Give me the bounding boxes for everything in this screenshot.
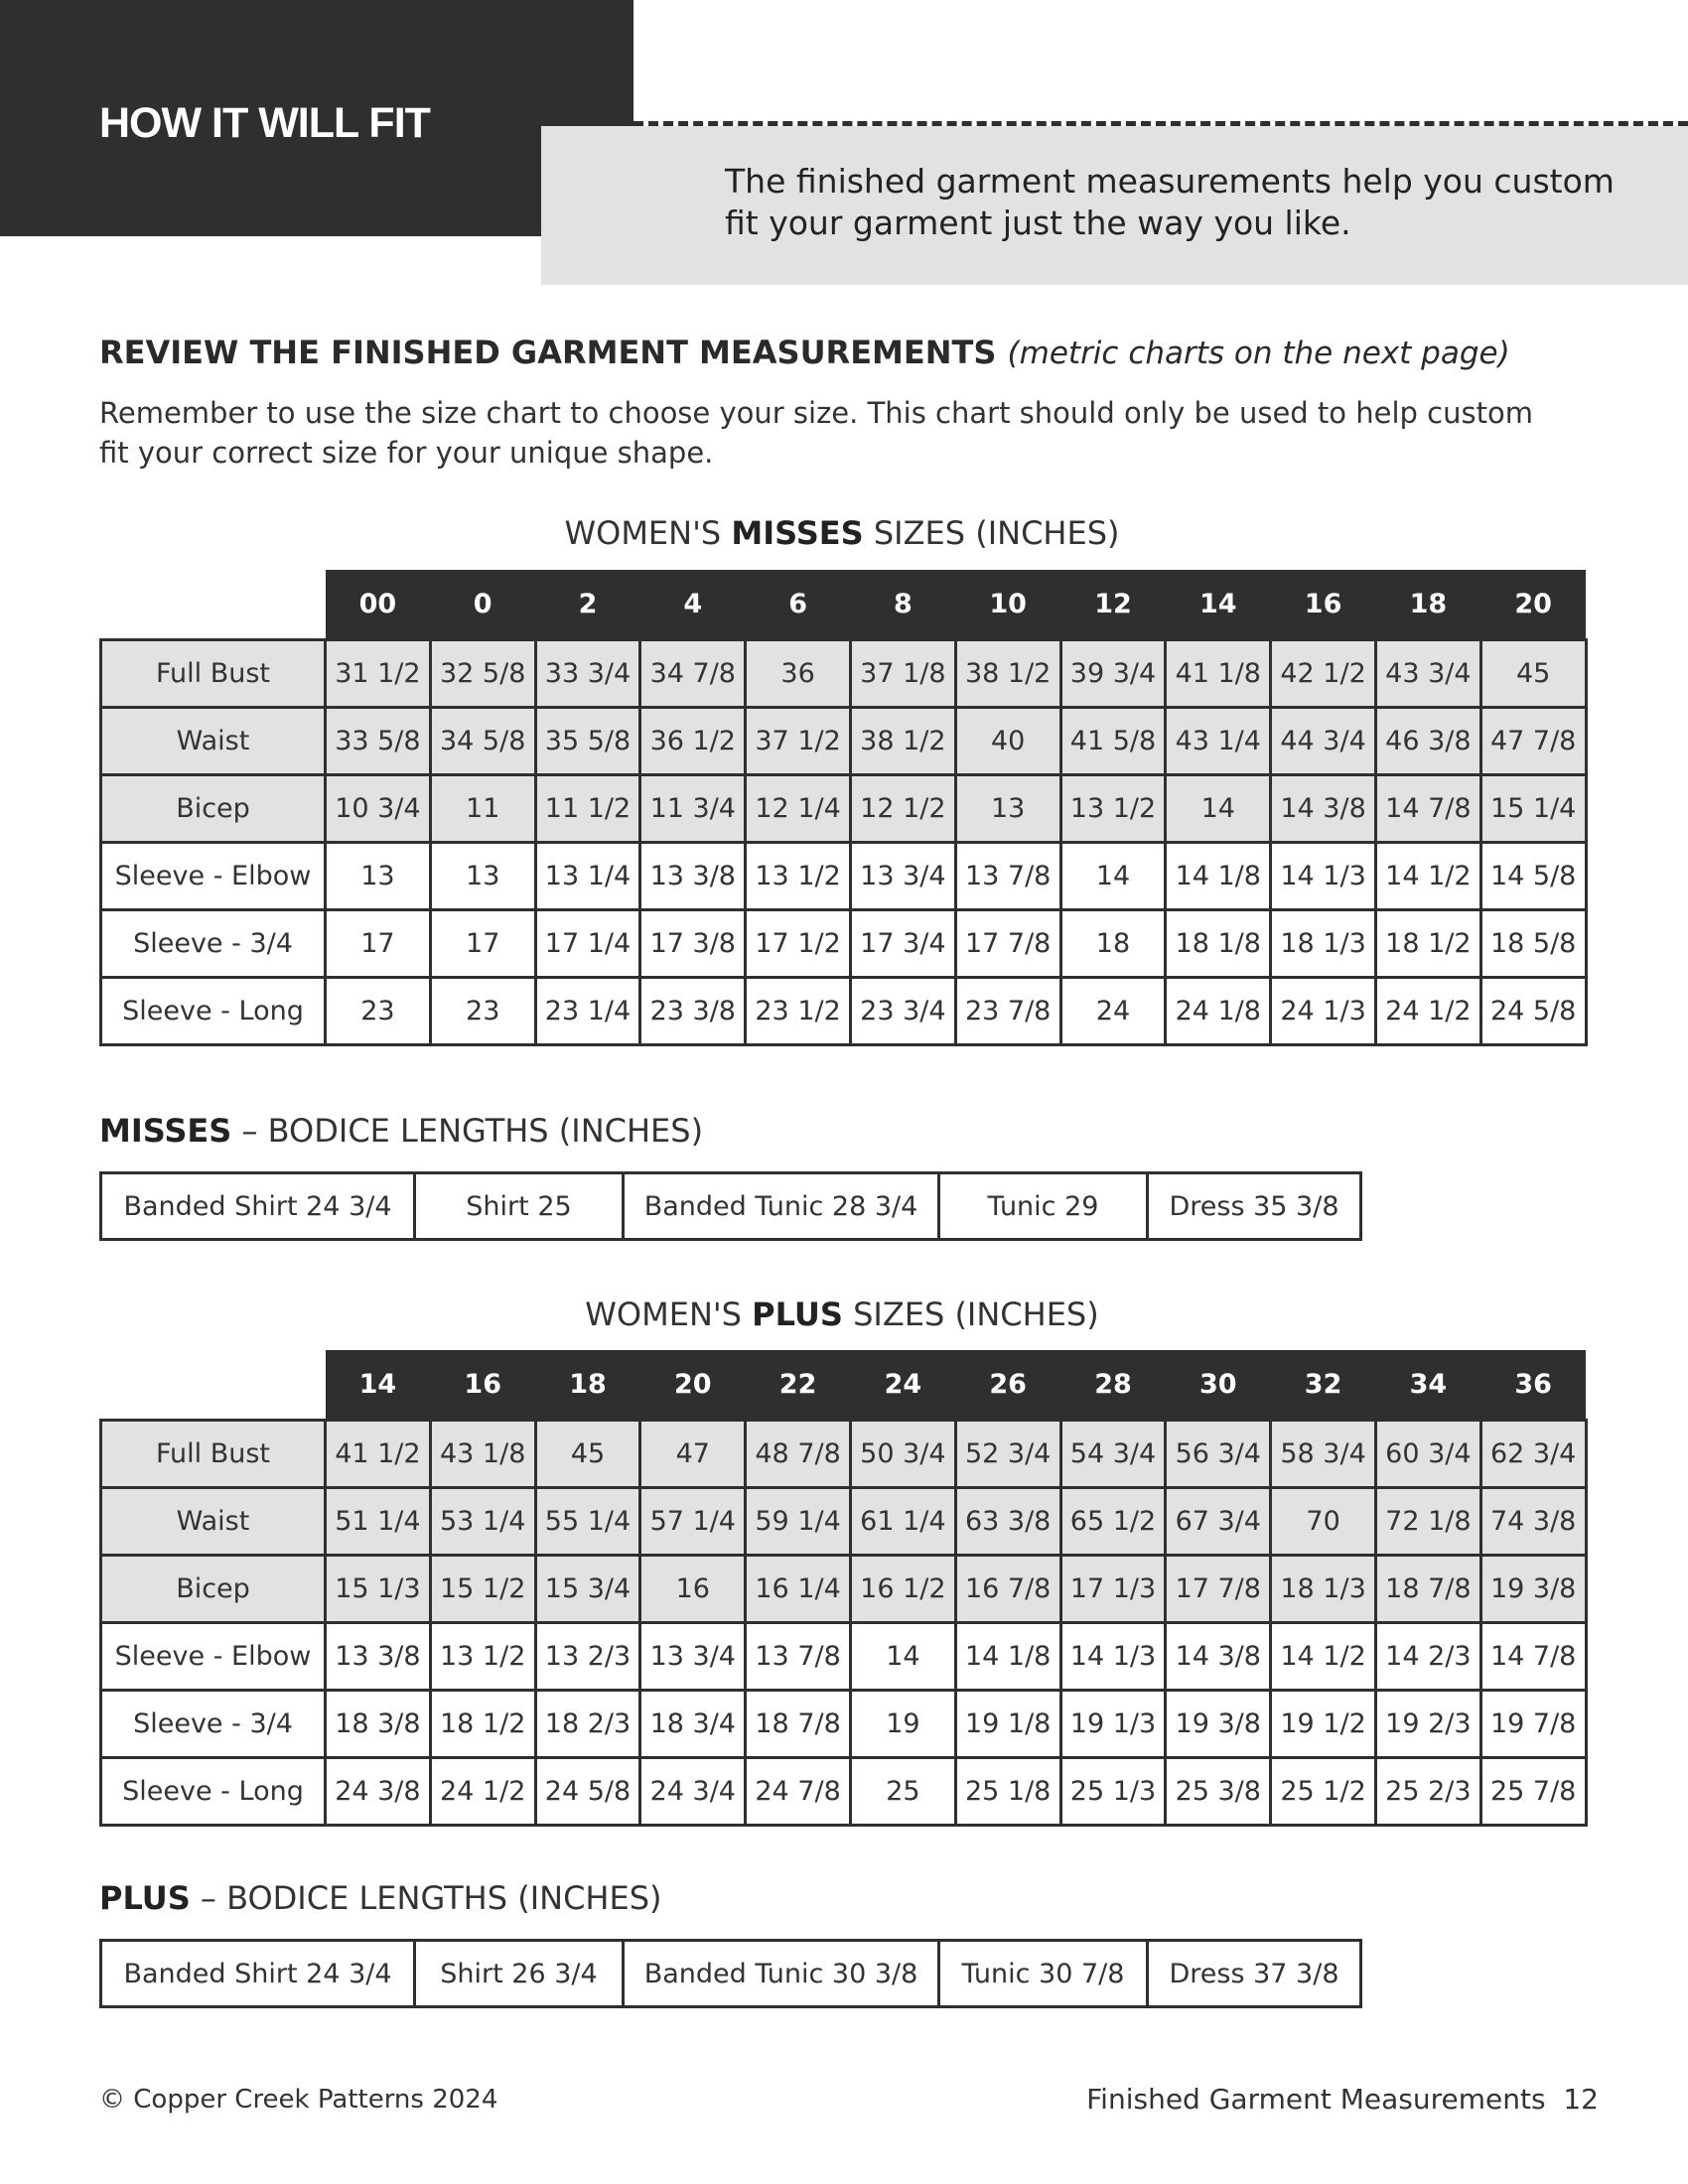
table-cell: 18 2/3 <box>535 1690 640 1757</box>
table-cell: 18 5/8 <box>1480 909 1586 977</box>
table-row <box>101 977 1587 1044</box>
table-cell: 14 1/8 <box>1166 842 1271 909</box>
size-header: 00 <box>326 570 431 639</box>
table-row <box>101 639 1587 707</box>
table-cell: 16 1/4 <box>746 1555 851 1622</box>
size-header: 6 <box>746 570 851 639</box>
table-cell: 47 7/8 <box>1480 707 1586 774</box>
table-cell: 18 1/3 <box>1271 1555 1376 1622</box>
table-cell: 18 1/3 <box>1271 909 1376 977</box>
table-cell: 14 1/3 <box>1060 1622 1166 1690</box>
table-cell: 40 <box>955 707 1060 774</box>
table-cell: 15 1/2 <box>430 1555 535 1622</box>
page-number: 12 <box>1563 2083 1599 2116</box>
table-cell: 34 7/8 <box>640 639 746 707</box>
table-row <box>101 774 1587 842</box>
table-cell: 14 7/8 <box>1375 774 1480 842</box>
row-label: Bicep <box>101 1555 326 1622</box>
review-note: (metric charts on the next page) <box>1007 336 1510 371</box>
table-cell: 17 1/2 <box>746 909 851 977</box>
table-cell: 61 1/4 <box>850 1487 955 1555</box>
size-header: 14 <box>1166 570 1271 639</box>
table-cell: 34 5/8 <box>430 707 535 774</box>
table-cell: 45 <box>535 1420 640 1487</box>
table-cell: 58 3/4 <box>1271 1420 1376 1487</box>
table-row <box>101 1487 1587 1555</box>
row-label: Bicep <box>101 774 326 842</box>
misses-title-prefix: WOMEN'S <box>564 514 732 552</box>
row-label: Sleeve - Elbow <box>101 1622 326 1690</box>
table-cell: 18 1/2 <box>1375 909 1480 977</box>
table-cell: 33 3/4 <box>535 639 640 707</box>
copyright-text: © Copper Creek Patterns 2024 <box>99 2085 498 2115</box>
table-cell: 15 1/3 <box>326 1555 431 1622</box>
table-cell: 18 7/8 <box>1375 1555 1480 1622</box>
table-cell: 65 1/2 <box>1060 1487 1166 1555</box>
size-header: 4 <box>640 570 746 639</box>
bodice-length-cell: Dress 35 3/8 <box>1169 1190 1339 1222</box>
table-cell: 12 1/4 <box>746 774 851 842</box>
table-cell: 51 1/4 <box>326 1487 431 1555</box>
table-cell: 17 1/4 <box>535 909 640 977</box>
table-cell: 45 <box>1480 639 1586 707</box>
table-cell: 56 3/4 <box>1166 1420 1271 1487</box>
table-cell: 43 1/4 <box>1166 707 1271 774</box>
table-cell: 13 <box>430 842 535 909</box>
size-header: 10 <box>955 570 1060 639</box>
review-heading <box>99 334 1510 371</box>
table-cell: 19 1/2 <box>1271 1690 1376 1757</box>
table-cell: 13 1/4 <box>535 842 640 909</box>
table-cell: 11 <box>430 774 535 842</box>
table-cell: 17 3/8 <box>640 909 746 977</box>
page-title: HOW IT WILL FIT <box>99 99 430 147</box>
table-cell: 17 3/4 <box>850 909 955 977</box>
table-cell: 14 3/8 <box>1166 1622 1271 1690</box>
size-header: 24 <box>850 1350 955 1420</box>
table-cell: 15 3/4 <box>535 1555 640 1622</box>
bodice-length-cell: Banded Shirt 24 3/4 <box>102 1174 416 1238</box>
size-header: 26 <box>955 1350 1060 1420</box>
intro-box <box>541 126 1688 285</box>
table-cell: 50 3/4 <box>850 1420 955 1487</box>
size-header: 30 <box>1166 1350 1271 1420</box>
table-cell: 19 1/3 <box>1060 1690 1166 1757</box>
table-cell: 63 3/8 <box>955 1487 1060 1555</box>
size-header: 20 <box>640 1350 746 1420</box>
table-cell: 17 1/3 <box>1060 1555 1166 1622</box>
size-header: 14 <box>326 1350 431 1420</box>
table-cell: 19 2/3 <box>1375 1690 1480 1757</box>
row-label: Waist <box>101 707 326 774</box>
table-cell: 57 1/4 <box>640 1487 746 1555</box>
table-cell: 41 1/2 <box>326 1420 431 1487</box>
table-cell: 70 <box>1271 1487 1376 1555</box>
table-cell: 37 1/2 <box>746 707 851 774</box>
table-cell: 18 1/8 <box>1166 909 1271 977</box>
table-cell: 13 7/8 <box>955 842 1060 909</box>
row-label: Sleeve - Elbow <box>101 842 326 909</box>
size-header: 22 <box>746 1350 851 1420</box>
table-row <box>101 909 1587 977</box>
header-box <box>0 0 633 236</box>
table-cell: 19 1/8 <box>955 1690 1060 1757</box>
size-header: 12 <box>1060 570 1166 639</box>
table-cell: 32 5/8 <box>430 639 535 707</box>
table-row <box>101 1420 1587 1487</box>
table-cell: 13 3/8 <box>326 1622 431 1690</box>
table-cell: 35 5/8 <box>535 707 640 774</box>
page-footer <box>1086 2083 1599 2116</box>
table-cell: 16 7/8 <box>955 1555 1060 1622</box>
table-cell: 13 3/8 <box>640 842 746 909</box>
plus-bodice-lengths <box>99 1939 1362 2008</box>
table-cell: 24 7/8 <box>746 1757 851 1825</box>
size-header: 0 <box>430 570 535 639</box>
table-cell: 13 3/4 <box>640 1622 746 1690</box>
table-cell: 17 <box>430 909 535 977</box>
table-cell: 14 1/3 <box>1271 842 1376 909</box>
table-cell: 14 3/8 <box>1271 774 1376 842</box>
table-cell: 24 <box>1060 977 1166 1044</box>
table-row <box>101 842 1587 909</box>
table-cell: 24 5/8 <box>1480 977 1586 1044</box>
table-cell: 19 3/8 <box>1166 1690 1271 1757</box>
size-header: 18 <box>535 1350 640 1420</box>
table-cell: 23 3/4 <box>850 977 955 1044</box>
table-cell: 14 1/2 <box>1375 842 1480 909</box>
size-header: 16 <box>430 1350 535 1420</box>
misses-title-suffix: SIZES (INCHES) <box>863 514 1120 552</box>
table-cell: 19 7/8 <box>1480 1690 1586 1757</box>
table-cell: 10 3/4 <box>326 774 431 842</box>
bodice-length-cell: Banded Tunic 30 3/8 <box>625 1942 940 2005</box>
table-cell: 54 3/4 <box>1060 1420 1166 1487</box>
bodice-length-cell: Banded Shirt 24 3/4 <box>102 1942 416 2005</box>
table-cell: 55 1/4 <box>535 1487 640 1555</box>
table-cell: 39 3/4 <box>1060 639 1166 707</box>
table-cell: 60 3/4 <box>1375 1420 1480 1487</box>
table-row <box>101 1690 1587 1757</box>
table-cell: 72 1/8 <box>1375 1487 1480 1555</box>
table-cell: 17 <box>326 909 431 977</box>
row-label: Sleeve - 3/4 <box>101 909 326 977</box>
table-cell: 24 5/8 <box>535 1757 640 1825</box>
table-cell: 47 <box>640 1420 746 1487</box>
table-cell: 25 3/8 <box>1166 1757 1271 1825</box>
table-cell: 23 3/8 <box>640 977 746 1044</box>
plus-size-header-row <box>101 1350 1587 1420</box>
table-cell: 62 3/4 <box>1480 1420 1586 1487</box>
table-cell: 14 <box>1060 842 1166 909</box>
size-header: 2 <box>535 570 640 639</box>
row-label: Full Bust <box>101 1420 326 1487</box>
table-cell: 14 1/8 <box>955 1622 1060 1690</box>
table-cell: 16 1/2 <box>850 1555 955 1622</box>
table-cell: 42 1/2 <box>1271 639 1376 707</box>
table-cell: 14 <box>850 1622 955 1690</box>
row-label: Sleeve - 3/4 <box>101 1690 326 1757</box>
row-label: Full Bust <box>101 639 326 707</box>
table-cell: 23 1/4 <box>535 977 640 1044</box>
misses-bodice-title <box>99 1112 703 1150</box>
table-cell: 43 1/8 <box>430 1420 535 1487</box>
table-cell: 25 7/8 <box>1480 1757 1586 1825</box>
table-cell: 36 <box>746 639 851 707</box>
plus-bodice-title-bold: PLUS <box>99 1879 191 1917</box>
table-cell: 31 1/2 <box>326 639 431 707</box>
table-cell: 15 1/4 <box>1480 774 1586 842</box>
table-cell: 18 <box>1060 909 1166 977</box>
footer-section: Finished Garment Measurements <box>1086 2083 1546 2116</box>
plus-title-suffix: SIZES (INCHES) <box>842 1296 1099 1333</box>
bodice-length-cell: Banded Tunic 28 3/4 <box>625 1174 940 1238</box>
misses-bodice-title-suffix: – BODICE LENGTHS (INCHES) <box>231 1112 704 1150</box>
size-header: 18 <box>1375 570 1480 639</box>
table-cell: 14 5/8 <box>1480 842 1586 909</box>
table-cell: 14 <box>1166 774 1271 842</box>
plus-title-prefix: WOMEN'S <box>585 1296 753 1333</box>
table-cell: 41 5/8 <box>1060 707 1166 774</box>
table-cell: 24 1/3 <box>1271 977 1376 1044</box>
plus-table-title <box>99 1296 1585 1333</box>
table-cell: 13 1/2 <box>1060 774 1166 842</box>
table-cell: 16 <box>640 1555 746 1622</box>
table-cell: 18 1/2 <box>430 1690 535 1757</box>
row-label: Waist <box>101 1487 326 1555</box>
size-header: 36 <box>1480 1350 1586 1420</box>
plus-title-bold: PLUS <box>752 1296 843 1333</box>
table-cell: 38 1/2 <box>955 639 1060 707</box>
table-cell: 74 3/8 <box>1480 1487 1586 1555</box>
bodice-length-cell: Dress 37 3/8 <box>1169 1958 1339 1989</box>
misses-bodice-title-bold: MISSES <box>99 1112 232 1150</box>
table-cell: 17 7/8 <box>955 909 1060 977</box>
table-cell: 36 1/2 <box>640 707 746 774</box>
plus-size-table <box>99 1350 1588 1827</box>
table-cell: 24 1/2 <box>430 1757 535 1825</box>
table-cell: 25 2/3 <box>1375 1757 1480 1825</box>
table-cell: 13 2/3 <box>535 1622 640 1690</box>
misses-table-title <box>99 514 1585 552</box>
size-header: 28 <box>1060 1350 1166 1420</box>
table-cell: 24 3/8 <box>326 1757 431 1825</box>
table-cell: 53 1/4 <box>430 1487 535 1555</box>
misses-size-table <box>99 570 1588 1046</box>
table-cell: 43 3/4 <box>1375 639 1480 707</box>
table-cell: 23 7/8 <box>955 977 1060 1044</box>
table-row <box>101 1555 1587 1622</box>
table-cell: 67 3/4 <box>1166 1487 1271 1555</box>
plus-bodice-title-suffix: – BODICE LENGTHS (INCHES) <box>190 1879 662 1917</box>
row-label: Sleeve - Long <box>101 1757 326 1825</box>
table-cell: 24 3/4 <box>640 1757 746 1825</box>
plus-bodice-title <box>99 1879 661 1917</box>
size-header: 16 <box>1271 570 1376 639</box>
table-cell: 25 1/8 <box>955 1757 1060 1825</box>
bodice-length-cell: Shirt 26 3/4 <box>416 1942 625 2005</box>
bodice-length-cell: Tunic 30 7/8 <box>940 1942 1149 2005</box>
table-cell: 12 1/2 <box>850 774 955 842</box>
table-cell: 25 1/2 <box>1271 1757 1376 1825</box>
intro-text: The finished garment measurements help you custom fit your garment just the way you like. <box>725 162 1615 242</box>
table-cell: 18 3/8 <box>326 1690 431 1757</box>
table-cell: 59 1/4 <box>746 1487 851 1555</box>
table-cell: 41 1/8 <box>1166 639 1271 707</box>
size-header: 34 <box>1375 1350 1480 1420</box>
table-cell: 38 1/2 <box>850 707 955 774</box>
table-cell: 17 7/8 <box>1166 1555 1271 1622</box>
table-cell: 48 7/8 <box>746 1420 851 1487</box>
table-cell: 13 7/8 <box>746 1622 851 1690</box>
misses-size-header-row <box>101 570 1587 639</box>
table-cell: 13 3/4 <box>850 842 955 909</box>
size-header: 32 <box>1271 1350 1376 1420</box>
table-cell: 23 <box>430 977 535 1044</box>
table-cell: 19 <box>850 1690 955 1757</box>
table-cell: 13 <box>955 774 1060 842</box>
table-cell: 24 1/2 <box>1375 977 1480 1044</box>
table-cell: 11 3/4 <box>640 774 746 842</box>
table-cell: 23 <box>326 977 431 1044</box>
table-cell: 13 1/2 <box>746 842 851 909</box>
table-cell: 23 1/2 <box>746 977 851 1044</box>
size-header: 8 <box>850 570 955 639</box>
table-cell: 14 7/8 <box>1480 1622 1586 1690</box>
table-cell: 11 1/2 <box>535 774 640 842</box>
table-cell: 46 3/8 <box>1375 707 1480 774</box>
table-corner <box>101 1350 326 1420</box>
bodice-length-cell: Tunic 29 <box>940 1174 1149 1238</box>
misses-bodice-lengths <box>99 1171 1362 1241</box>
table-cell: 33 5/8 <box>326 707 431 774</box>
bodice-length-cell: Shirt 25 <box>416 1174 625 1238</box>
table-cell: 37 1/8 <box>850 639 955 707</box>
table-cell: 44 3/4 <box>1271 707 1376 774</box>
table-row <box>101 707 1587 774</box>
table-cell: 25 <box>850 1757 955 1825</box>
table-cell: 19 3/8 <box>1480 1555 1586 1622</box>
table-row <box>101 1757 1587 1825</box>
table-cell: 25 1/3 <box>1060 1757 1166 1825</box>
table-row <box>101 1622 1587 1690</box>
row-label: Sleeve - Long <box>101 977 326 1044</box>
table-cell: 24 1/8 <box>1166 977 1271 1044</box>
table-corner <box>101 570 326 639</box>
table-cell: 14 2/3 <box>1375 1622 1480 1690</box>
table-cell: 18 3/4 <box>640 1690 746 1757</box>
table-cell: 14 1/2 <box>1271 1622 1376 1690</box>
table-cell: 52 3/4 <box>955 1420 1060 1487</box>
table-cell: 13 1/2 <box>430 1622 535 1690</box>
size-header: 20 <box>1480 570 1586 639</box>
table-cell: 18 7/8 <box>746 1690 851 1757</box>
table-cell: 13 <box>326 842 431 909</box>
review-body: Remember to use the size chart to choose your size. This chart should only be used to help custom fit your correct size for your unique shape. <box>99 396 1533 470</box>
misses-title-bold: MISSES <box>731 514 864 552</box>
review-title: REVIEW THE FINISHED GARMENT MEASUREMENTS <box>99 334 997 371</box>
